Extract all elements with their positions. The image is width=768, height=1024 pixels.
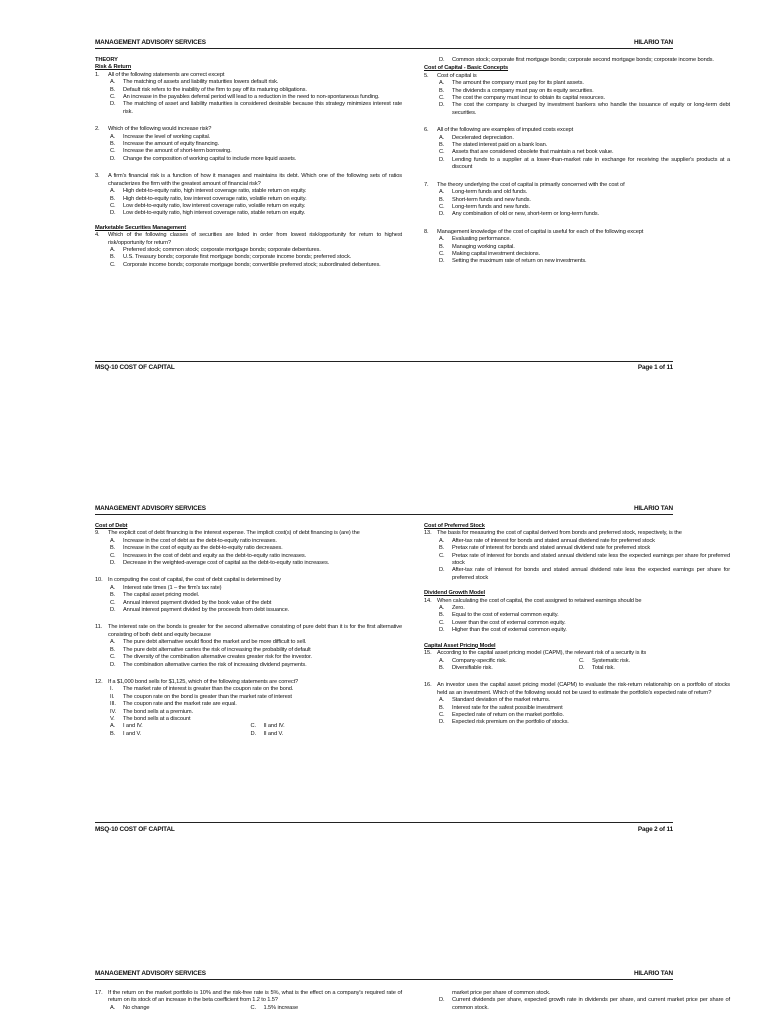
question-3: 3. A firm's financial risk is a function of how it manages and maintains its debt. Which one of the following sets of ratios characterizes the firm with the greatest amount of financial risk? <box>95 173 402 187</box>
statement: I. The market rate of interest is greater than the coupon rate on the bond. <box>110 686 294 693</box>
option: A. Standard deviation of the market returns. <box>439 697 551 704</box>
footer-rule <box>95 822 673 823</box>
footer-rule <box>95 361 673 362</box>
statement: V. The bond sells at a discount <box>110 715 191 722</box>
option: D. The matching of asset and liability maturities is considered desirable because this strategy minimizes interest rate risk. <box>110 101 402 115</box>
option: A. Evaluating performance. <box>439 236 511 243</box>
option: A. Increase the level of working capital. <box>110 133 211 140</box>
option: D. Common stock; corporate first mortgage bonds; corporate second mortgage bonds; corporate income bonds. <box>439 57 714 63</box>
option: B. Interest rate for the safest possible investment <box>439 704 563 711</box>
page-1 <box>0 0 768 380</box>
option: D. Any combination of old or new, short-term or long-term funds. <box>439 211 599 218</box>
header-rule <box>95 979 673 980</box>
option: A. High debt-to-equity ratio, high interest coverage ratio, stable return on equity. <box>110 188 307 195</box>
option: B. High debt-to-equity ratio, low interest coverage ratio, volatile return on equity. <box>110 195 307 202</box>
option: C. Low debt-to-equity ratio, low interest coverage ratio, volatile return on equity. <box>110 202 306 209</box>
option: B. The stated interest paid on a bank loan. <box>439 142 548 149</box>
option: A. Long-term funds and old funds. <box>439 189 528 196</box>
option: B. The dividends a company must pay on its equity securities. <box>439 87 594 94</box>
option: A. Interest rate times (1 – the firm's tax rate) <box>110 584 222 591</box>
option: D. Higher than the cost of external common equity. <box>439 627 567 634</box>
section-heading: Dividend Growth Model <box>424 590 485 597</box>
question-9: 9. The explicit cost of debt financing is the interest expense. The implicit cost(s) of debt financing is (are) the <box>95 530 360 537</box>
header-rule <box>95 48 673 49</box>
option: A. The amount the company must pay for its plant assets. <box>439 80 584 87</box>
option: D. After-tax rate of interest for bonds and stated annual dividend rate less the expected earnings per share for preferred stock <box>439 567 730 581</box>
question-15: 15. According to the capital asset pricing model (CAPM), the relevant risk of a security is its <box>424 650 647 657</box>
option: D. Change the composition of working capital to include more liquid assets. <box>110 155 297 162</box>
option: A. Decelerated depreciation. <box>439 134 514 141</box>
option-row <box>95 731 402 738</box>
header-left: MANAGEMENT ADVISORY SERVICES <box>95 39 206 46</box>
page-3: MANAGEMENT ADVISORY SERVICES HILARIO TAN 17. If the return on the market portfolio is 10% and the risk-free rate is 5%, what is the effect on a company's required rate of return on its stock of an increase in the beta coefficient from 1.2 to 1.5? A. No change C. 1.5% increase market price per share of common stock. D. Current dividends per share, expected growth rate in dividends per share, and current market price per share of common stock. <box>0 962 768 1024</box>
option: C. Lower than the cost of external common equity. <box>439 619 566 626</box>
question-5: 5. Cost of capital is <box>424 72 477 79</box>
option: B. I and V. <box>110 730 142 737</box>
question-10: 10. In computing the cost of capital, the cost of debt capital is determined by <box>95 577 281 584</box>
page-number: Page 1 of 11 <box>637 364 673 371</box>
option: A. Company-specific risk. <box>439 657 507 664</box>
option: D. Decrease in the weighted-average cost of capital as the debt-to-equity ratio increases. <box>110 560 330 567</box>
question-17: 17. If the return on the market portfolio is 10% and the risk-free rate is 5%, what is the effect on a company's required rate of return on its stock of an increase in the beta coefficient from 1.2 to 1.5? <box>95 990 402 1004</box>
question-13: 13. The basis for measuring the cost of capital derived from bonds and preferred stock, respectively, is the <box>424 530 682 537</box>
option: B. Short-term funds and new funds. <box>439 196 531 203</box>
option-continued: market price per share of common stock. <box>452 990 551 996</box>
question-1: 1. All of the following statements are correct except <box>95 71 225 78</box>
option-row <box>95 1005 402 1012</box>
option: D. Lending funds to a supplier at a lower-than-market rate in exchange for receiving the supplier's products at a discount <box>439 156 730 171</box>
question-12: 12. If a $1,000 bond sells for $1,125, which of the following statements are correct? <box>95 678 299 685</box>
option-row <box>424 665 730 672</box>
left-column <box>95 523 402 738</box>
option: B. Default risk refers to the inability of the firm to pay off its maturing obligations. <box>110 86 307 93</box>
option-row <box>95 723 402 730</box>
footer-left: MSQ-10 COST OF CAPITAL <box>95 364 175 371</box>
question-2: 2. Which of the following would increase risk? <box>95 126 212 133</box>
question-6: 6. All of the following are examples of imputed costs except <box>424 127 574 134</box>
option: C. Assets that are considered obsolete that maintain a net book value. <box>439 149 614 156</box>
option: C. 1.5% increase <box>250 1004 298 1011</box>
option: A. Preferred stock; common stock; corporate mortgage bonds; corporate debentures. <box>110 246 321 253</box>
option: C. Long-term funds and new funds. <box>439 203 530 210</box>
option: C. II and IV. <box>250 723 285 730</box>
section-heading: Capital Asset Pricing Model <box>424 642 496 649</box>
right-column <box>424 990 730 1012</box>
section-heading: Cost of Debt <box>95 523 128 529</box>
page-2: MANAGEMENT ADVISORY SERVICES HILARIO TAN Cost of Debt 9. The explicit cost of debt financing is the interest expense. The implicit cost(s) of debt financing is (are) the A. Increase in the cost of debt as the debt-to-equity ratio increases. B. Increase in the cost of equity as the debt-to-equity ratio decreases. C. Increases in the cost of debt and equity as the debt-to-equity ratio increases. D. Decrease in the weighted-average cost of capital as the debt-to-equity ratio increases. 10. In computing the cost of capital, the cost of debt capital is determined by A. Interest rate times (1 – the firm's tax rate) B. The capital asset pricing model. C. Annual interest payment divided by the book value of the debt D. Annual interest payment divided by the proceeds from debt issuance. 11. The interest rate on the bonds is greater for the second alternative consisting of pure debt than it is for the first alternative consisting of both debt and equity because A. The pure debt alternative would flood the market and be more difficult to sell. B. The pure debt alternative carries the risk of increasing the probability of default C. The diversity of the combination alternative creates greater risk for the investor. D. The combination alternative carries the risk of increasing dividend payments. 12. If a $1,000 bond sells for $1,125, which of the following statements are correct? I. The market rate of interest is greater than the coupon rate on the bond. II. The coupon rate on the bond is greater than the market rate of interest III. The coupon rate and the market rate are equal. IV. The bond sells at a premium. V. The bond sells at a discount A. I and IV. C. II and IV. B. I and V. D. II and V. Cost of Preferred Stock 13. The basis for measuring the cost of capital derived from bonds and preferred stock, respectively, is the A. After-tax rate of interest for bonds and stated annual dividend rate for preferred stock B. Pretax rate of interest for bonds and stated annual dividend rate for preferred stock C. Pretax rate of interest for bonds and stated annual dividend rate less the expected earnings per share for preferred stock D. After-tax rate of interest for bonds and stated annual dividend rate less the expected earnings per share for preferred stock Dividend Growth Model 14. When calculating the cost of capital, the cost assigned to retained earnings should be A. Zero. B. Equal to the cost of external common equity. C. Lower than the cost of external common equity. D. Higher than the cost of external common equity. Capital Asset Pricing Model 15. According to the capital asset pricing model (CAPM), the relevant risk of a security is its A. Company-specific risk. C. Systematic risk. B. Diversifiable risk. D. Total risk. 16. An investor uses the capital asset pricing model (CAPM) to evaluate the risk-return relationship on a portfolio of stocks held as an investment. Which of the following would not be used to estimate the portfolio's expected rate of return? A. Standard deviation of the market returns. B. Interest rate for the safest possible investment C. Expected rate of return on the market portfolio. D. Expected risk premium on the portfolio of stocks. MSQ-10 COST OF CAPITAL Page 2 of 11 <box>0 496 768 856</box>
option: A. Zero. <box>439 605 465 612</box>
question-8: 8. Management knowledge of the cost of capital is useful for each of the following except <box>424 228 644 235</box>
option: C. Corporate income bonds; corporate mortgage bonds; convertible preferred stock; subordinated debentures. <box>110 261 381 268</box>
option-row <box>424 658 730 665</box>
statement: II. The coupon rate on the bond is greater than the market rate of interest <box>110 693 292 700</box>
question-7: 7. The theory underlying the cost of capital is primarily concerned with the cost of <box>424 181 625 188</box>
option: C. The diversity of the combination alternative creates greater risk for the investor. <box>110 654 312 661</box>
section-title: THEORY <box>95 57 118 63</box>
option: C. Annual interest payment divided by the book value of the debt <box>110 599 272 606</box>
left-column <box>95 990 402 1012</box>
option: D. Expected risk premium on the portfolio of stocks. <box>439 719 569 726</box>
option: B. The capital asset pricing model. <box>110 592 200 599</box>
option: B. Diversifiable risk. <box>439 664 493 671</box>
option: B. U.S. Treasury bonds; corporate first mortgage bonds; corporate income bonds; preferred stock. <box>110 254 352 261</box>
option: D. Low debt-to-equity ratio, high interest coverage ratio, stable return on equity. <box>110 210 306 217</box>
option: C. Increases in the cost of debt and equity as the debt-to-equity ratio increases. <box>110 552 307 559</box>
question-14: 14. When calculating the cost of capital, the cost assigned to retained earnings should be <box>424 597 642 604</box>
option: C. Systematic risk. <box>579 657 630 664</box>
question-16: 16. An investor uses the capital asset pricing model (CAPM) to evaluate the risk-return relationship on a portfolio of stocks held as an investment. Which of the following would not be used to estimate the portfolio's expected rate of return? <box>424 682 730 696</box>
option: C. Pretax rate of interest for bonds and stated annual dividend rate less the expected earnings per share for preferred stock <box>439 552 730 567</box>
section-heading: Cost of Capital - Basic Concepts <box>424 65 509 72</box>
question-4: 4. Which of the following classes of securities are listed in order from lowest risk/opportunity for return to highest risk/opportunity for return? <box>95 232 402 246</box>
page-number: Page 2 of 11 <box>637 826 673 833</box>
option: B. Pretax rate of interest for bonds and stated annual dividend rate for preferred stock <box>439 545 651 552</box>
option: A. Increase in the cost of debt as the debt-to-equity ratio increases. <box>110 537 277 544</box>
header-right: HILARIO TAN <box>633 39 673 46</box>
option: C. Increase the amount of short-term borrowing. <box>110 148 232 155</box>
option: D. Setting the maximum rate of return on new investments. <box>439 258 587 265</box>
option: C. An increase in the payables deferral period will lead to a reduction in the need to non-spontaneous funding. <box>110 94 380 101</box>
header-rule <box>95 514 673 515</box>
option: D. II and V. <box>250 730 284 737</box>
option: A. The pure debt alternative would flood the market and be more difficult to sell. <box>110 639 307 646</box>
section-heading: Cost of Preferred Stock <box>424 523 485 529</box>
option: D. The cost the company is charged by investment bankers who handle the issuance of equity or long-term debt securities. <box>439 102 730 116</box>
section-heading: Risk & Return <box>95 64 132 71</box>
option: A. No change <box>110 1004 150 1011</box>
option: C. Expected rate of return on the market portfolio. <box>439 711 564 718</box>
statement: IV. The bond sells at a premium. <box>110 708 193 715</box>
option: D. Total risk. <box>579 664 615 671</box>
option: B. Managing working capital. <box>439 243 515 250</box>
section-heading: Marketable Securities Management <box>95 224 186 231</box>
option: B. Increase the amount of equity financing. <box>110 141 220 148</box>
statement: III. The coupon rate and the market rate are equal. <box>110 701 237 708</box>
right-column <box>424 57 730 266</box>
option: A. I and IV. <box>110 723 143 730</box>
option: C. The cost the company must incur to obtain its capital resources. <box>439 95 605 102</box>
option: D. Current dividends per share, expected growth rate in dividends per share, and current market price per share of common stock. <box>439 997 730 1011</box>
option: D. Annual interest payment divided by the proceeds from debt issuance. <box>110 607 290 614</box>
option: B. The pure debt alternative carries the risk of increasing the probability of default <box>110 646 311 653</box>
option: C. Making capital investment decisions. <box>439 250 540 257</box>
left-column <box>95 57 402 269</box>
option: B. Increase in the cost of equity as the debt-to-equity ratio decreases. <box>110 545 283 552</box>
option: A. The matching of assets and liability maturities lowers default risk. <box>110 79 279 86</box>
right-column <box>424 523 730 727</box>
option: D. The combination alternative carries the risk of increasing dividend payments. <box>110 661 307 668</box>
question-11: 11. The interest rate on the bonds is greater for the second alternative consisting of pure debt than it is for the first alternative consisting of both debt and equity because <box>95 624 402 638</box>
option: B. Equal to the cost of external common equity. <box>439 612 559 619</box>
option: A. After-tax rate of interest for bonds and stated annual dividend rate for preferred stock <box>439 537 655 544</box>
